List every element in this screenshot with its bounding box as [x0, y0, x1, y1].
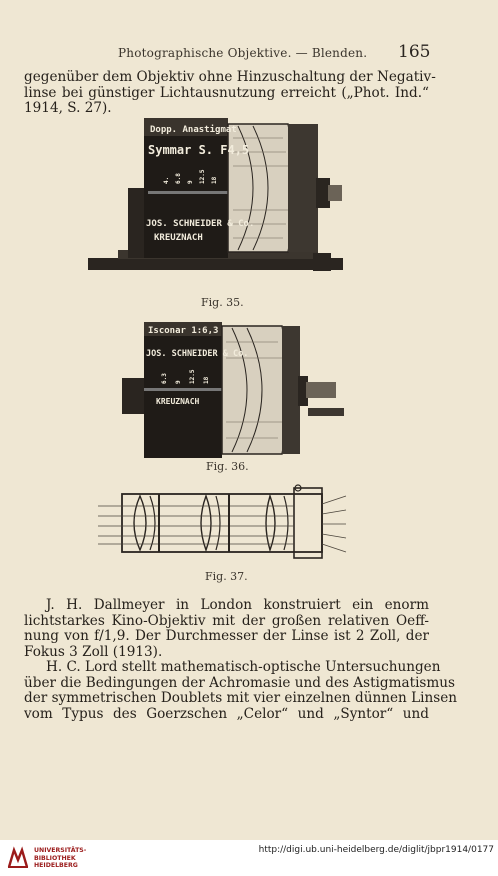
figure-36-caption: Fig. 36. — [206, 460, 249, 473]
figure-35-caption: Fig. 35. — [201, 296, 244, 309]
logo-text-line: UNIVERSITÄTS- — [34, 847, 87, 854]
lens-engraving: KREUZNACH — [156, 397, 200, 406]
aperture-scale-mark: 12.5 — [189, 369, 196, 384]
paragraph-2 — [24, 598, 429, 660]
aperture-scale-mark: 4. — [163, 176, 170, 184]
aperture-scale-mark: 12.5 — [199, 169, 206, 184]
text-line: gegenüber dem Objektiv ohne Hinzuschaltung der Negativ- — [24, 69, 436, 85]
aperture-scale-mark: 6.3 — [161, 373, 168, 384]
text-line: über die Bedingungen der Achromasie und des Astigmatismus — [24, 674, 456, 691]
lens-engraving: KREUZNACH — [154, 233, 203, 243]
text-line: nung von f/1,9. Der Durchmesser der Linse ist 2 Zoll, der — [24, 628, 429, 645]
figure-37-caption: Fig. 37. — [205, 570, 248, 583]
figure-37-diagram — [98, 484, 348, 564]
figure-36-lens — [122, 322, 352, 458]
university-library-logo-icon — [6, 846, 30, 870]
aperture-scale-mark: 6.8 — [175, 173, 182, 184]
aperture-scale-mark: 9 — [175, 380, 182, 384]
lens-engraving: Dopp. Anastigmat — [150, 125, 237, 135]
logo-text-line: BIBLIOTHEK — [34, 854, 76, 862]
lens-engraving: Symmar S. F4,5 — [148, 143, 250, 157]
page-number: 165 — [398, 42, 431, 62]
aperture-scale-mark: 9 — [187, 180, 194, 184]
text-line: vom Typus des Goerzschen „Celor“ und „Syntor“ und — [24, 705, 429, 722]
lens-engraving: JOS. SCHNEIDER & Co. — [146, 219, 255, 229]
paragraph-3 — [24, 659, 457, 722]
text-line: lichtstarkes Kino-Objektiv mit der großen relativen Oeff- — [24, 612, 429, 629]
running-title: Photographische Objektive. — Blenden. — [118, 46, 368, 60]
lens-engraving: JOS. SCHNEIDER & Co. — [146, 349, 249, 359]
logo-text-line: HEIDELBERG — [34, 862, 78, 870]
figure-35-lens — [88, 118, 350, 294]
library-logo-text — [34, 847, 86, 870]
paragraph-1 — [24, 69, 436, 117]
aperture-scale-mark: 18 — [203, 376, 210, 384]
aperture-scale-mark: 18 — [211, 176, 218, 184]
text-line: der symmetrischen Doublets mit vier einzelnen dünnen Linsen — [24, 690, 457, 707]
text-line: Fokus 3 Zoll (1913). — [24, 643, 163, 660]
source-url-link[interactable]: http://digi.ub.uni-heidelberg.de/diglit/jbpr1914/0177 — [258, 845, 494, 855]
text-line: 1914, S. 27). — [24, 100, 112, 117]
text-line: J. H. Dallmeyer in London konstruiert ein enorm — [46, 597, 429, 613]
text-line: H. C. Lord stellt mathematisch-optische Untersuchungen — [46, 659, 441, 675]
page-header — [0, 44, 498, 64]
lens-engraving: Isconar 1:6,3 — [148, 326, 219, 336]
text-line: linse bei günstiger Lichtausnutzung erreicht („Phot. Ind.“ — [24, 84, 429, 101]
